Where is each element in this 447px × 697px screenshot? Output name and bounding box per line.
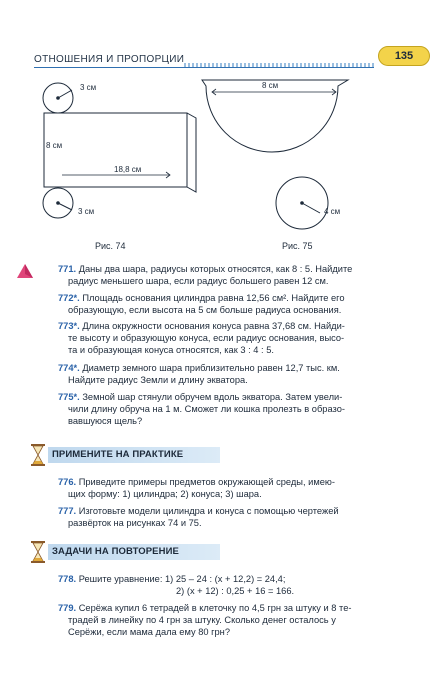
problem-text: Даны два шара, радиусы которых относятся, как 8 : 5. Найдите [78,264,353,274]
problem-number: 774*. [58,363,80,373]
problem-text: Диаметр земного шара приблизительно равен 12,7 тыс. км. [82,363,340,373]
fig75-width-label: 8 см [262,81,279,90]
problem-774 [58,362,408,386]
fig75-radius-line [302,203,320,213]
fig75-radius-label: 4 см [324,207,341,216]
problem-777 [58,505,408,529]
problem-772 [58,292,408,316]
problem-776 [58,476,408,500]
section-title: ПРИМЕНИТЕ НА ПРАКТИКЕ [52,449,184,460]
hourglass-icon [30,541,46,563]
chapter-title: ОТНОШЕНИЯ И ПРОПОРЦИИ [34,54,185,65]
section-bar [48,544,220,560]
problem-779 [58,602,408,638]
problem-text: Решите уравнение: 1) 25 – 24 : (x + 12,2) = 24,4; [78,574,286,584]
fig74-length-label: 18,8 см [114,165,142,174]
problem-text-line2: традей в линейку по 4 грн за штуку. Сколько денег осталось у [68,615,336,625]
problem-text: Изготовьте модели цилиндра и конуса с помощью чертежей [78,506,339,516]
problem-text-line2: образующую, если высота на 5 см больше радиуса основания. [68,305,342,315]
problem-number: 778. [58,574,77,584]
problem-number: 775*. [58,392,80,402]
header-rule [34,67,374,68]
fig74-side-strip [187,113,196,192]
problem-text: Приведите примеры предметов окружающей среды, имею- [78,477,335,487]
page-header [34,52,414,70]
figure-75-caption: Рис. 75 [282,241,313,251]
problem-text-line3: та и образующая конуса относятся, как 3 : 4 : 5. [68,345,274,355]
problem-number: 771. [58,264,77,274]
problem-text-line2: радиус меньшего шара, если радиус большего равен 12 см. [68,276,329,286]
problem-778 [58,573,408,597]
problem-text-line3: Серёжи, если мама дала ему 80 грн? [68,627,230,637]
hourglass-icon [30,444,46,466]
fig74-bottom-radius-label: 3 см [78,207,95,216]
fig74-height-label: 8 см [46,141,63,150]
problem-775 [58,391,408,427]
fig74-rectangle [44,113,187,187]
fig74-top-radius-line [58,90,72,98]
problem-text: Длина окружности основания конуса равна 37,68 см. Найди- [82,321,345,331]
problem-text-line2: чили длину обруча на 1 м. Сможет ли кошка пролезть в образо- [68,404,345,414]
fig74-top-radius-label: 3 см [80,83,97,92]
problem-text-line2: развёрток на рисунках 74 и 75. [68,518,202,528]
section-review [30,541,220,563]
section-title: ЗАДАЧИ НА ПОВТОРЕНИЕ [52,546,179,557]
problem-text: Земной шар стянули обручем вдоль экватора. Затем увели- [82,392,343,402]
problem-text-line3: вавшуюся щель? [68,416,143,426]
problem-text: Площадь основания цилиндра равна 12,56 см². Найдите его [82,293,345,303]
problem-text-line2: Найдите радиус Земли и длину экватора. [68,375,248,385]
problem-number: 773*. [58,321,80,331]
problem-text: Серёжа купил 6 тетрадей в клеточку по 4,5 грн за штуку и 8 те- [78,603,352,613]
section-practice [30,444,220,466]
problem-number: 777. [58,506,77,516]
fig74-bottom-radius-line [58,203,72,210]
problem-773 [58,320,408,356]
page-number-badge: 135 [378,46,430,66]
figure-74-caption: Рис. 74 [95,241,126,251]
fig75-sector [202,80,348,152]
problem-text-line2: те высоту и образующую конуса, если радиус основания, высо- [68,333,345,343]
figures-74-75 [0,70,447,255]
figure-74-cylinder-net [43,83,196,218]
section-bar [48,447,220,463]
problem-number: 779. [58,603,77,613]
problem-number: 776. [58,477,77,487]
problem-text-line2: щих форму: 1) цилиндра; 2) конуса; 3) шара. [68,489,262,499]
problem-number: 772*. [58,293,80,303]
pyramid-marker-icon [16,263,34,279]
problem-771 [58,263,408,287]
problem-text-line2: 2) (x + 12) : 0,25 + 16 = 166. [176,586,295,596]
